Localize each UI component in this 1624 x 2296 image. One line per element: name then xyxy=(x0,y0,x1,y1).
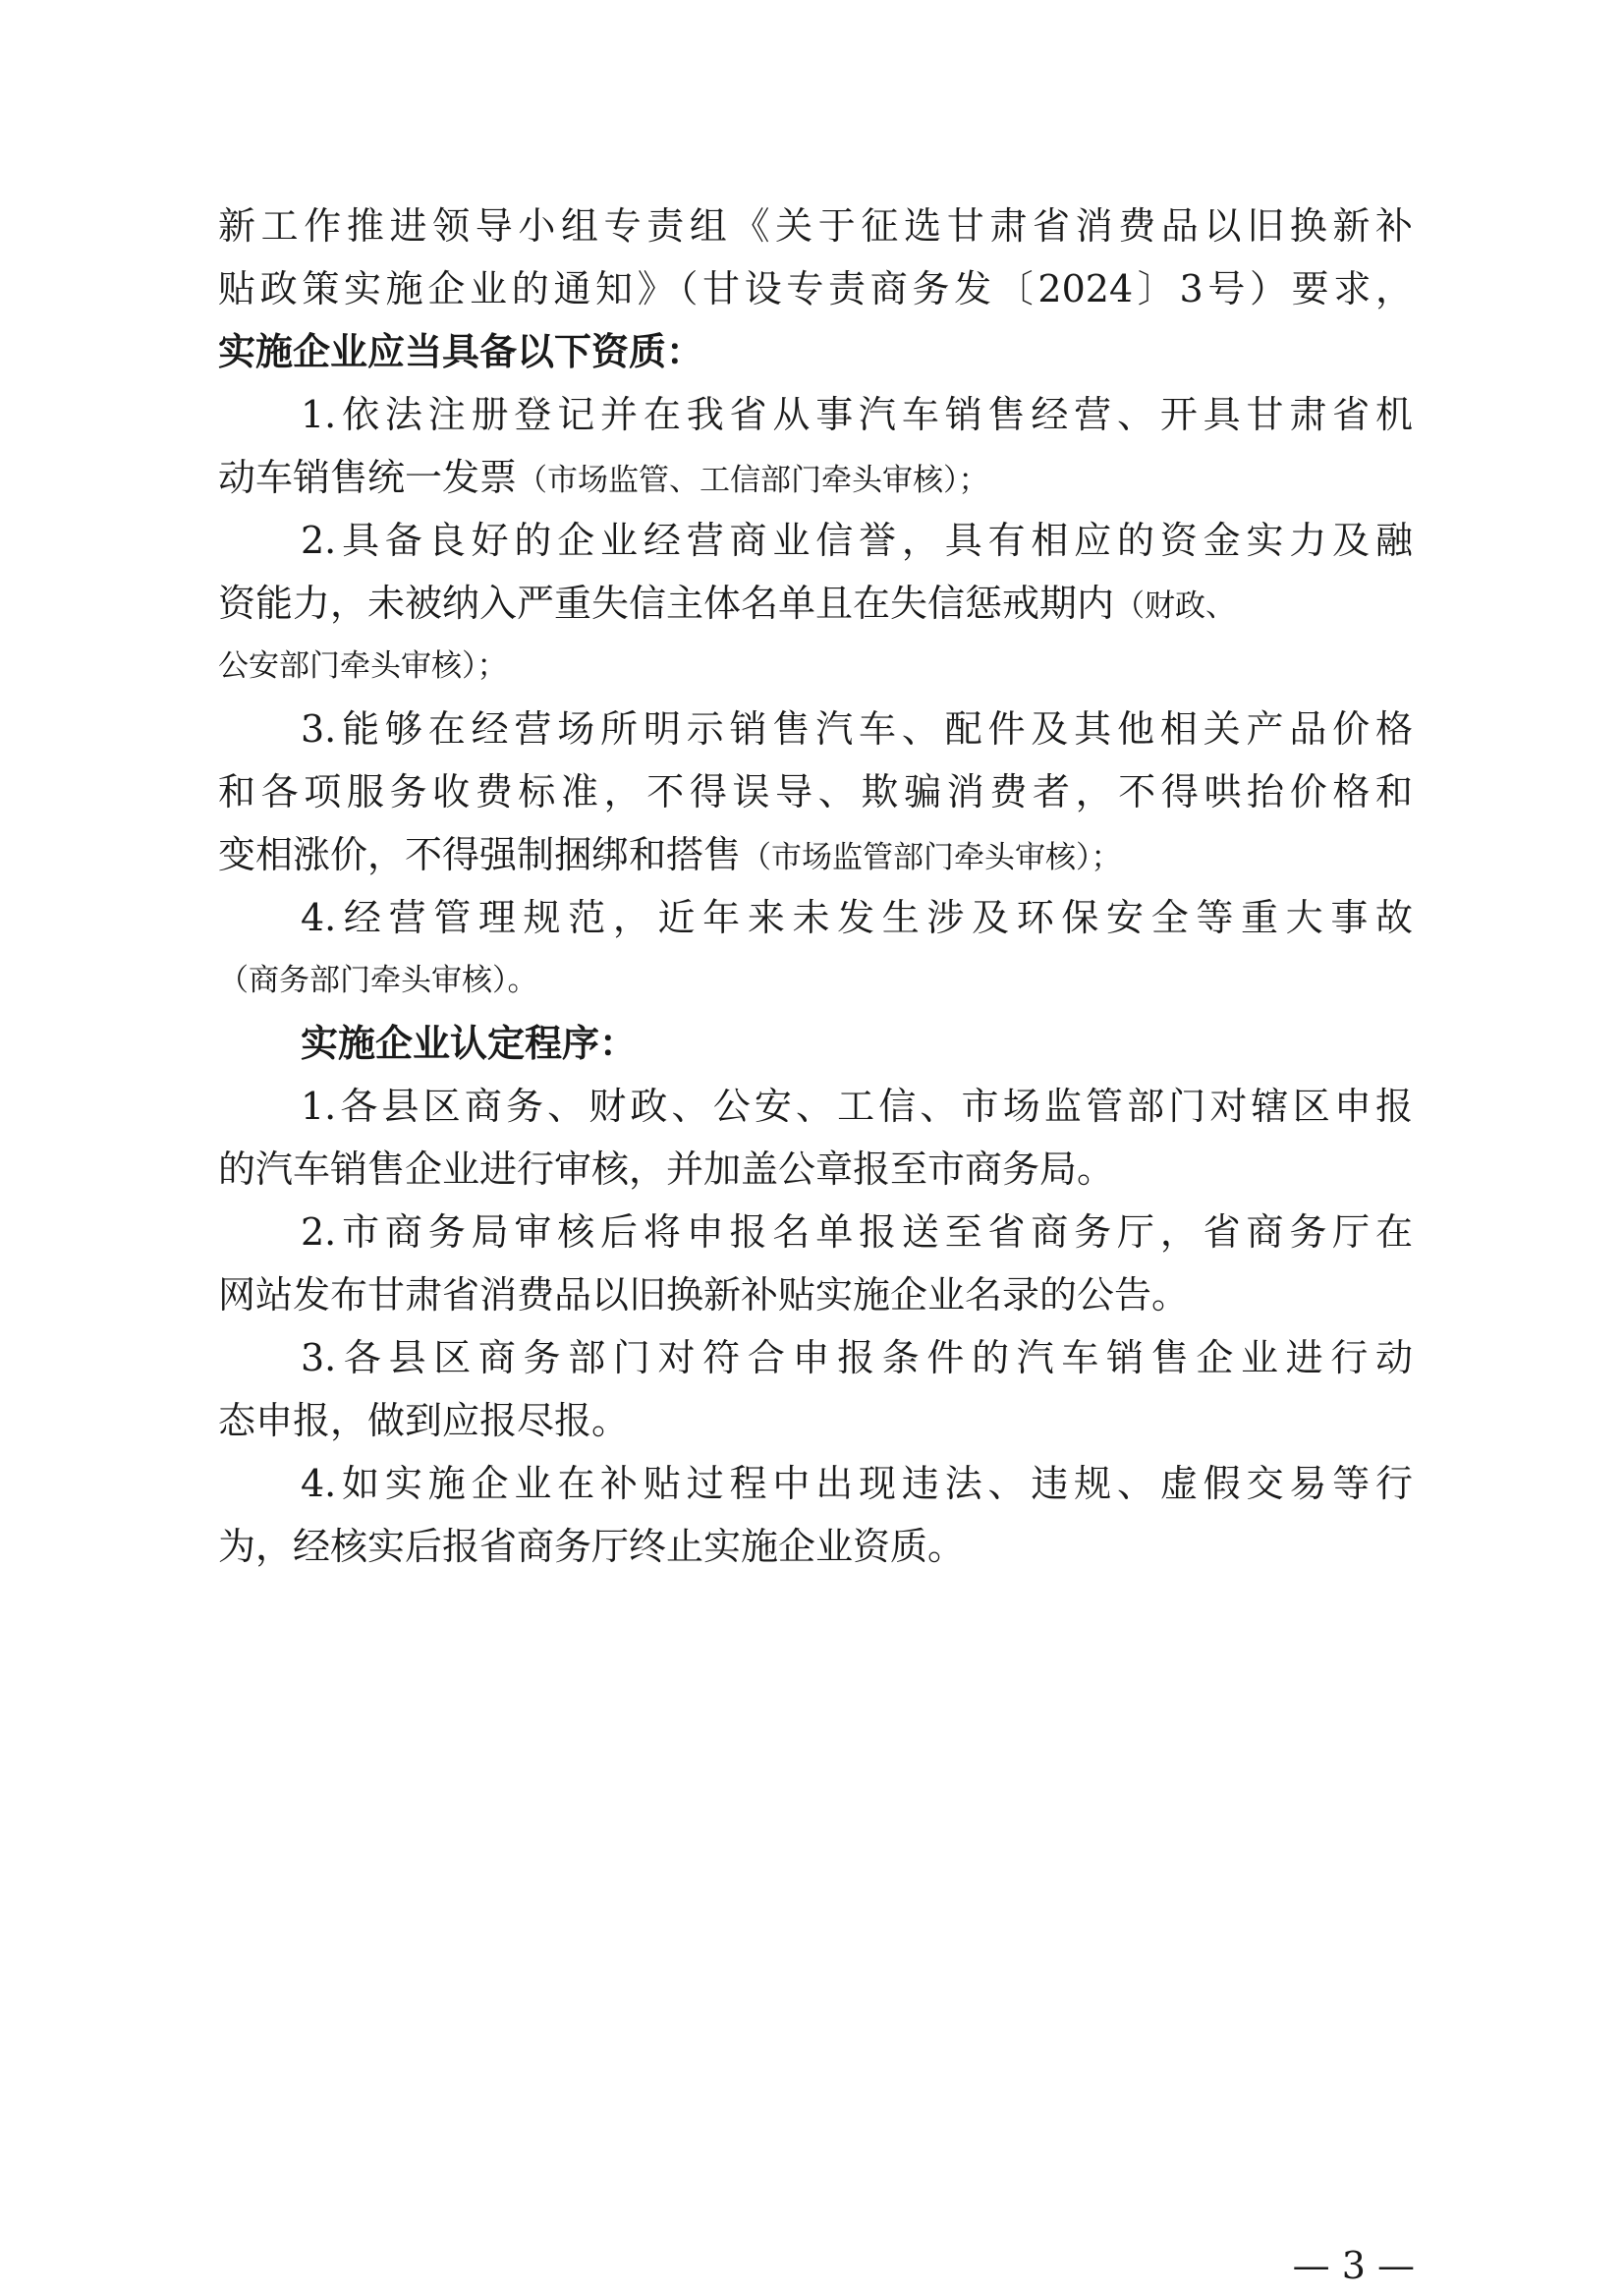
procedure-item-2-cont: 网站发布甘肃省消费品以旧换新补贴实施企业名录的公告。 xyxy=(218,1273,1190,1316)
procedure-item-4-cont: 为，经核实后报省商务厅终止实施企业资质。 xyxy=(218,1525,966,1568)
procedure-item-1: 1.各县区商务、财政、公安、工信、市场监管部门对辖区申报 xyxy=(301,1085,1413,1128)
qualification-item-2-cont xyxy=(218,580,1413,630)
review-note: （市场监管部门牵头审核）； xyxy=(741,840,1122,875)
procedure-item-4: 4.如实施企业在补贴过程中出现违法、违规、虚假交易等行 xyxy=(301,1462,1413,1505)
page-number: — 3 — xyxy=(1292,2244,1415,2287)
section-heading-procedure: 实施企业认定程序： xyxy=(301,1022,638,1065)
procedure-item-1-cont: 的汽车销售企业进行审核，并加盖公章报至市商务局。 xyxy=(218,1148,1115,1191)
review-note: （财政、 xyxy=(1114,588,1237,624)
paragraph-line: 贴政策实施企业的通知》（甘设专责商务发〔2024〕3号）要求， xyxy=(218,267,1413,310)
line-text: 动车销售统一发票 xyxy=(218,456,518,499)
qualification-item-2: 2.具备良好的企业经营商业信誉，具有相应的资金实力及融 xyxy=(301,519,1413,562)
review-note: （市场监管、工信部门牵头审核）； xyxy=(517,463,989,498)
qualification-item-3-cont: 和各项服务收费标准，不得误导、欺骗消费者，不得哄抬价格和 xyxy=(218,770,1413,813)
qualification-item-1: 1.依法注册登记并在我省从事汽车销售经营、开具甘肃省机 xyxy=(301,393,1413,436)
qualification-item-3: 3.能够在经营场所明示销售汽车、配件及其他相关产品价格 xyxy=(301,707,1413,751)
paragraph-line: 新工作推进领导小组专责组《关于征选甘肃省消费品以旧换新补 xyxy=(218,204,1413,248)
review-note: 公安部门牵头审核）； xyxy=(218,648,508,684)
qualification-item-4: 4.经营管理规范，近年来未发生涉及环保安全等重大事故 xyxy=(301,896,1413,939)
procedure-item-3: 3.各县区商务部门对符合申报条件的汽车销售企业进行动 xyxy=(301,1336,1413,1379)
qualification-item-3-cont xyxy=(218,831,1413,881)
section-heading-qualifications: 实施企业应当具备以下资质： xyxy=(218,330,704,373)
procedure-item-2: 2.市商务局审核后将申报名单报送至省商务厅，省商务厅在 xyxy=(301,1210,1413,1254)
line-text: 资能力，未被纳入严重失信主体名单且在失信惩戒期内 xyxy=(218,582,1115,625)
review-note: （商务部门牵头审核）。 xyxy=(218,963,538,998)
line-text: 变相涨价，不得强制捆绑和搭售 xyxy=(218,833,742,876)
procedure-item-3-cont: 态申报，做到应报尽报。 xyxy=(218,1399,630,1442)
qualification-item-1-cont xyxy=(218,454,1413,504)
